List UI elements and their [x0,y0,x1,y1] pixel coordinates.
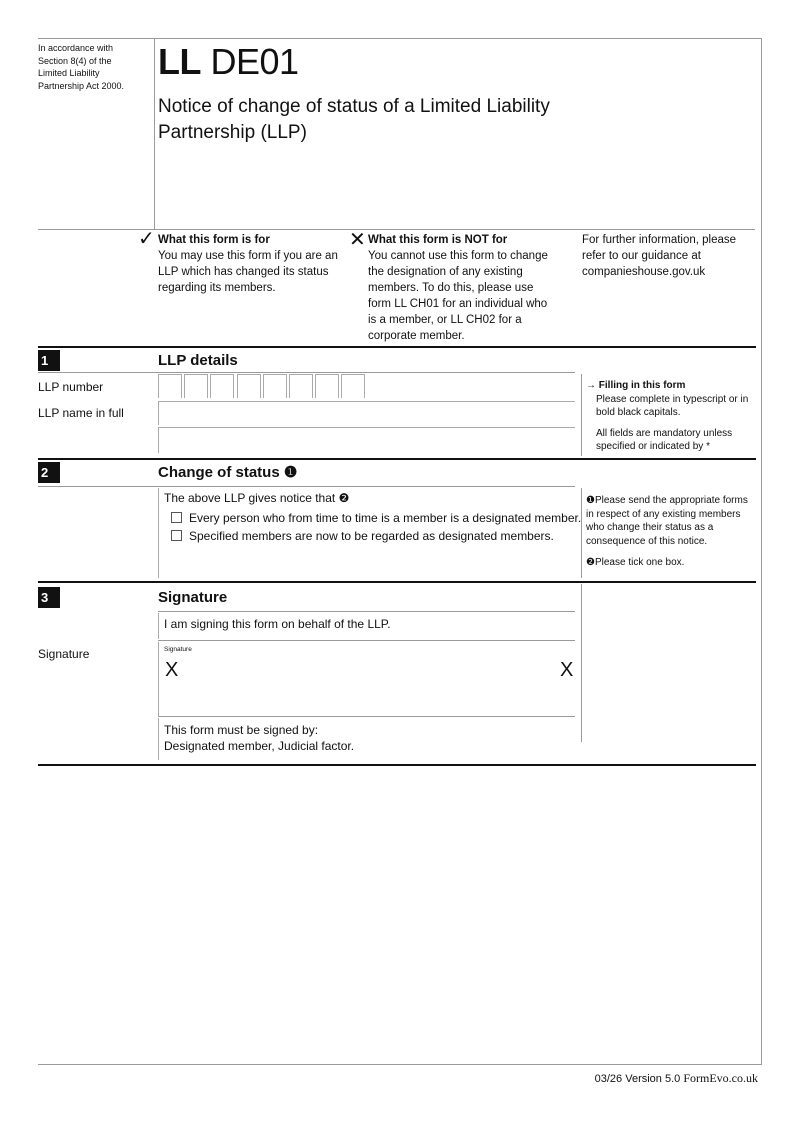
section3-number: 3 [38,587,60,608]
llp-number-box-7[interactable] [315,374,339,398]
llp-number-label: LLP number [38,380,104,394]
what-form-is-not-for [368,232,548,344]
not-for-text: You cannot use this form to change the designation of any existing members. To do this, please use form LL CH01 for an individual who is a member, or LL CH02 for a corporate member. [368,250,548,342]
llp-name-field-1[interactable] [158,401,575,425]
sign-end-mark: X [560,659,574,681]
section3-rule [38,581,756,583]
sign-start-mark: X [165,659,179,681]
form-code [158,42,299,82]
section3-title: Signature [158,589,228,606]
status-option-2[interactable] [171,528,554,544]
signed-by-line-2: Designated member, Judicial factor. [164,739,355,753]
right-rule [761,38,762,1064]
signature-label: Signature [38,647,90,661]
option-2-label: Specified members are now to be regarded as designated members. [189,529,554,543]
llp-number-box-3[interactable] [210,374,234,398]
section1-subrule [38,372,575,373]
header-divider [154,38,155,229]
footer-rule [38,1064,762,1065]
status-notes [586,494,754,570]
llp-name-field-2[interactable] [158,427,575,453]
for-text: You may use this form if you are an LLP which has changed its status regarding its members. [158,250,338,294]
llp-number-box-8[interactable] [341,374,365,398]
checkbox-option-1[interactable] [171,512,182,523]
section1-rule [38,346,756,348]
for-heading: What this form is for [158,234,270,246]
section3-subrule [158,611,575,612]
statement-bottom-rule [158,640,575,641]
guide-heading: → Filling in this form [586,380,686,391]
llp-name-label: LLP name in full [38,406,124,420]
signature-box[interactable] [158,642,576,716]
note-1: ❶Please send the appropriate forms in respect of any existing members who change their status as a consequence of this notice. [586,495,748,547]
guide-text-2: All fields are mandatory unless specified or indicated by * [596,427,733,452]
guide1-divider [581,374,582,456]
footer-version [595,1071,758,1086]
footer-site: FormEvo.co.uk [683,1071,758,1085]
signing-statement: I am signing this form on behalf of the LLP. [164,617,391,631]
checkbox-option-2[interactable] [171,530,182,541]
guide-filling-in [586,379,754,454]
form-code-suffix: DE01 [210,41,299,82]
section3-right-divider [581,584,582,742]
legal-note: In accordance with Section 8(4) of the Limited Liability Partnership Act 2000. [38,43,125,91]
cross-icon: ✕ [349,229,366,251]
status-intro: The above LLP gives notice that ❷ [164,491,350,505]
llp-number-box-1[interactable] [158,374,182,398]
guide-text-1: Please complete in typescript or in bold black capitals. [596,393,749,418]
what-form-is-for [158,232,343,296]
guide2-divider [581,488,582,578]
signed-by-line-1: This form must be signed by: [164,723,319,737]
version-text: 03/26 Version 5.0 [594,1073,681,1085]
further-info: For further information, please refer to our guidance at companieshouse.gov.uk [582,234,737,278]
note-2: ❷Please tick one box. [586,557,685,568]
section2-number: 2 [38,462,60,483]
section2-subrule [38,486,575,487]
not-for-heading: What this form is NOT for [368,234,508,246]
llp-number-box-2[interactable] [184,374,208,398]
section3-bottom-rule [38,764,756,766]
form-code-prefix: LL [158,41,201,82]
llp-number-box-4[interactable] [237,374,261,398]
signature-box-caption: Signature [164,646,192,653]
top-rule [38,38,762,39]
status-option-1[interactable] [171,510,581,526]
section2-rule [38,458,756,460]
page-title: Notice of change of status of a Limited Liability Partnership (LLP) [158,96,550,143]
signature-bottom-rule [158,716,575,717]
tick-icon: ✓ [138,228,155,250]
llp-number-box-6[interactable] [289,374,313,398]
section1-number: 1 [38,350,60,371]
llp-number-box-5[interactable] [263,374,287,398]
option-1-label: Every person who from time to time is a member is a designated member. [189,511,582,525]
section2-title: Change of status ❶ [158,464,298,481]
section1-title: LLP details [158,352,238,369]
